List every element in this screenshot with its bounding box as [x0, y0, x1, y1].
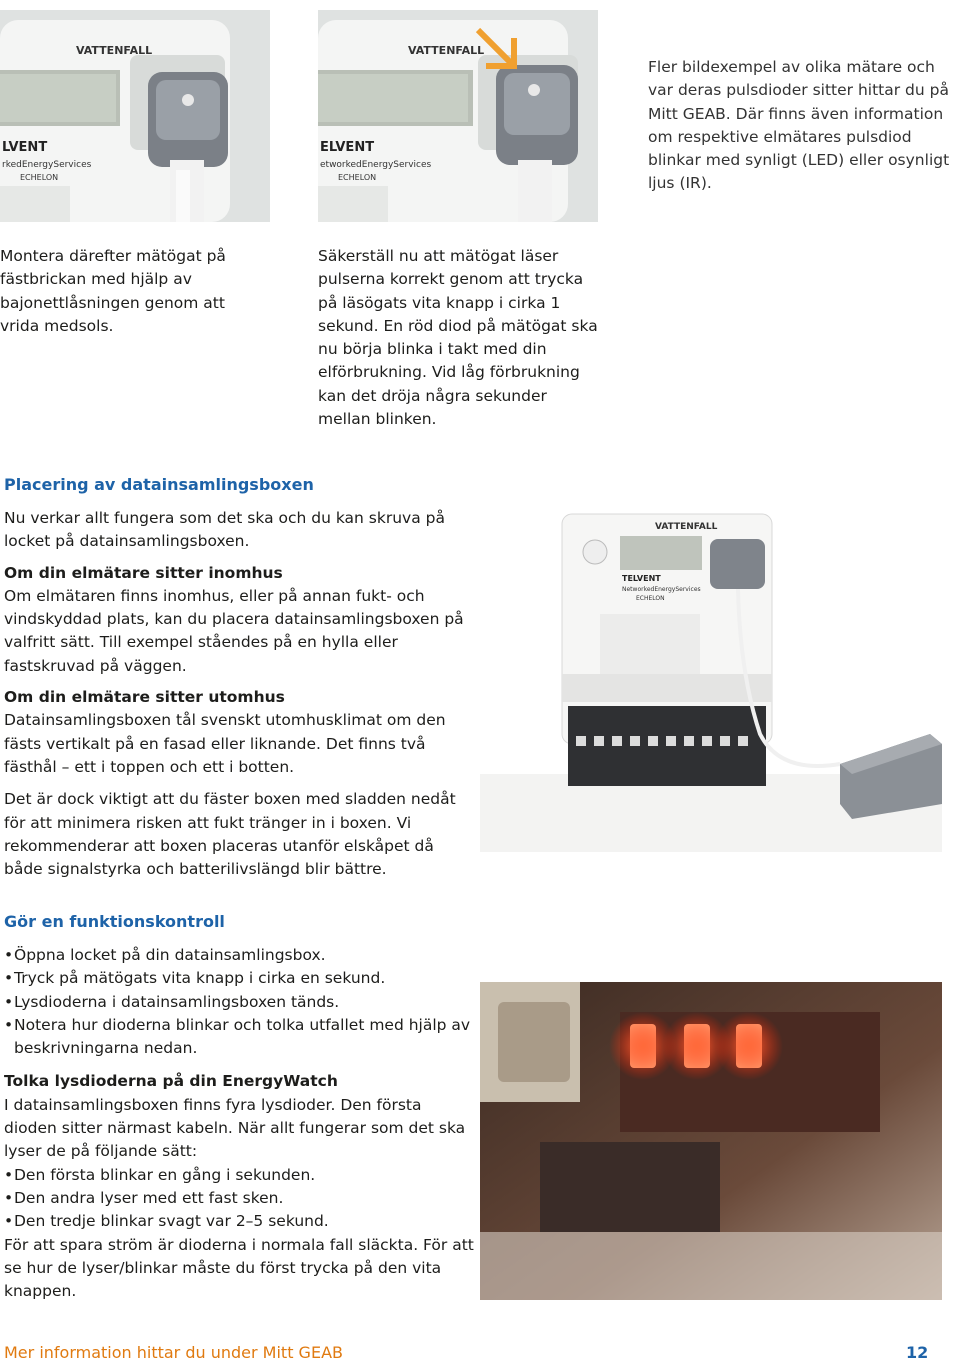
list-item: • Den första blinkar en gång i sekunden.	[4, 1164, 474, 1187]
indoor-text: Om elmätaren finns inomhus, eller på annan fukt- och vindskyddad plats, kan du placera datainsamlingsboxen på valfritt sätt. Till exempel ståendes på en hylla eller fastskruvad på väggen.	[4, 586, 464, 675]
caption-verify: Säkerställ nu att mätögat läser pulserna korrekt genom att trycka på läsögats vita knapp i cirka 1 sekund. En röd diod på mätögat ska nu börja blinka i takt med din elförbrukning. Vid låg förbrukning kan det dröja några sekunder mellan blinken.	[318, 247, 598, 429]
meter-line1: etworkedEnergyServices	[320, 160, 432, 170]
list-item: • Notera hur dioderna blinkar och tolka utfallet med hjälp av beskrivningarna nedan.	[4, 1014, 474, 1061]
meter-vendor: LVENT	[2, 140, 48, 155]
led-heading: Tolka lysdioderna på din EnergyWatch	[4, 1072, 338, 1091]
meter-photo-2	[318, 10, 598, 222]
meter-photo-1	[0, 10, 270, 222]
meter-line2: ECHELON	[338, 173, 377, 182]
meter-line1: rkedEnergyServices	[2, 160, 92, 170]
indoor-heading: Om din elmätare sitter inomhus	[4, 563, 283, 582]
meter-illustration	[0, 10, 270, 222]
list-item: • Tryck på mätögats vita knapp i cirka en sekund.	[4, 967, 474, 990]
led-intro: I datainsamlingsboxen finns fyra lysdioder. Den första dioden sitter närmast kabeln. När allt fungerar som det ska lyser de på följande sätt:	[4, 1095, 466, 1161]
meter-line2: ECHELON	[636, 595, 665, 602]
outdoor-heading: Om din elmätare sitter utomhus	[4, 688, 285, 707]
meter-line1: NetworkedEnergyServices	[622, 586, 701, 593]
list-item: • Den andra lyser med ett fast sken.	[4, 1187, 474, 1210]
meter-brand: VATTENFALL	[76, 44, 153, 57]
led-closeup-illustration	[480, 982, 942, 1300]
list-item: • Lysdioderna i datainsamlingsboxen tänds.	[4, 991, 474, 1014]
led-photo	[480, 982, 942, 1300]
caption-mount: Montera därefter mätögat på fästbrickan med hjälp av bajonettlåsningen genom att vrida medsols.	[0, 247, 226, 335]
led-list	[4, 1164, 474, 1234]
check-steps-list	[4, 944, 474, 1060]
meter-photo-3	[480, 474, 942, 852]
list-item: • Den tredje blinkar svagt var 2–5 sekund.	[4, 1210, 474, 1233]
meter-brand: VATTENFALL	[655, 522, 718, 532]
section-heading-check: Gör en funktionskontroll	[4, 912, 225, 931]
placement-intro: Nu verkar allt fungera som det ska och du kan skruva på locket på datainsamlingsboxen.	[4, 509, 445, 551]
meter-illustration	[318, 10, 598, 222]
section-heading-placement: Placering av datainsamlingsboxen	[4, 475, 314, 494]
meter-line2: ECHELON	[20, 173, 59, 182]
led-closing: För att spara ström är dioderna i normala fall släckta. För att se hur de lyser/blinkar måste du först trycka på den vita knappen.	[4, 1235, 474, 1301]
intro-paragraph: Fler bildexempel av olika mätare och var deras pulsdioder sitter hittar du på Mitt GEAB. Där finns även information om respektive elmätares pulsdiod blinkar med synligt (LED) eller osynligt ljus (IR).	[648, 58, 950, 193]
outdoor-text: Datainsamlingsboxen tål svenskt utomhusklimat om den fästs vertikalt på en fasad eller liknande. Det finns två fästhål – ett i toppen och ett i botten.	[4, 711, 446, 776]
meter-vendor: TELVENT	[622, 574, 661, 583]
note-text: Det är dock viktigt att du fäster boxen med sladden nedåt för att minimera risken att fukt tränger in i boxen. Vi rekommenderar att boxen placeras utanför elskåpet då både signalstyrka och batterilivslängd blir bättre.	[4, 790, 456, 879]
page-number: 12	[906, 1343, 929, 1362]
meter-brand: VATTENFALL	[408, 44, 485, 57]
meter-vendor: ELVENT	[320, 140, 375, 155]
footer-link[interactable]: Mer information hittar du under Mitt GEAB	[4, 1343, 343, 1362]
list-item: • Öppna locket på din datainsamlingsbox.	[4, 944, 474, 967]
